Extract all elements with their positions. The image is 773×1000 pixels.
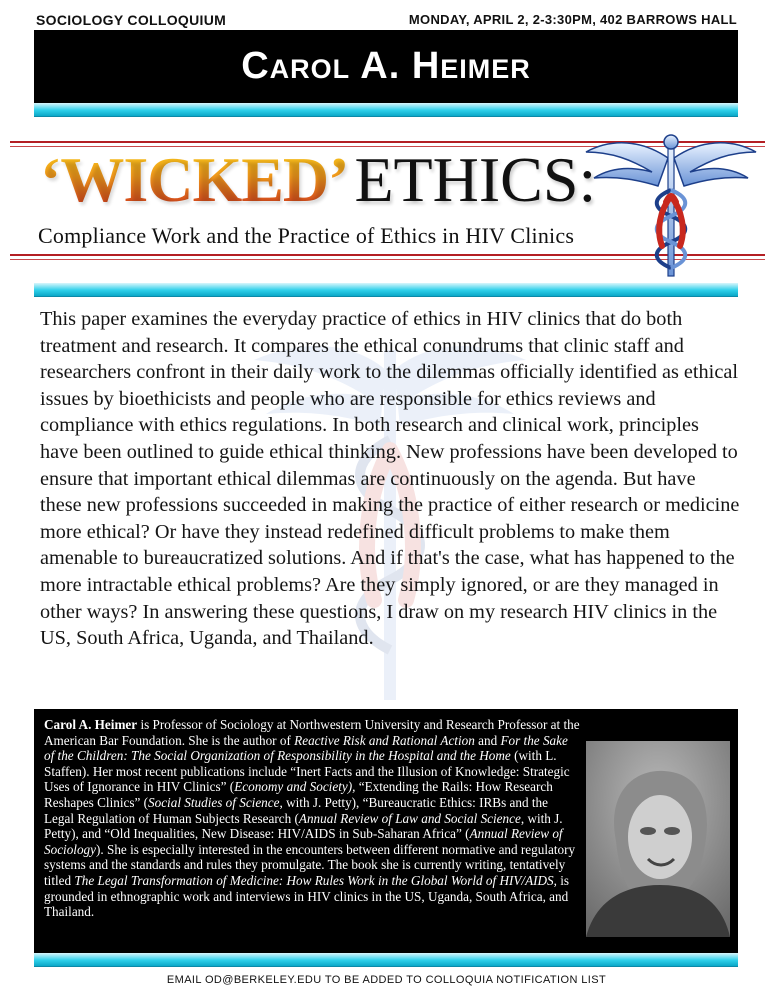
cyan-divider-middle [34,283,738,297]
cyan-divider-bottom [34,953,738,967]
bio-book-3: The Legal Transformation of Medicine: How Rules Work in the Global World of HIV/AIDS [74,872,554,888]
bio-text-2: and [474,732,501,748]
bio-text [44,717,728,920]
footer-notice: EMAIL OD@BERKELEY.EDU TO BE ADDED TO COLLOQUIA NOTIFICATION LIST [166,974,607,986]
bio-text-1: is Professor of Sociology at Northwestern University and Research Professor at the American Bar Foundation. She is the author of [44,717,580,748]
bio-text-7: ). She is especially interested in the encounters between different normative and regulatory systems and the standards and rules they promulgate. The book she is currently writing, tentatively titled [44,841,576,888]
bio-book-2: For the Sake of the Children: The Social Organization of Responsibility in the Hospital and the Home [44,732,568,764]
bio-journal-3: Annual Review of Law and Social Science [298,810,521,826]
bio-text-3: (with L. Staffen). Her most recent publications include “Inert Facts and the Illusion of Knowledge: Strategic Uses of Ignorance in HIV Clinics” ( [44,748,570,795]
bio-name: Carol A. Heimer [44,717,138,732]
speaker-banner [34,30,738,103]
bio-text-4: “Extending the Rails: How Research Reshapes Clinics” ( [44,779,553,810]
bio-journal-4: Annual Review of Sociology [44,826,563,857]
abstract-text: This paper examines the everyday practice of ethics in HIV clinics that do both treatment and research. It compares the ethical conundrums that clinic staff and researchers confront in their daily work to the dilemmas officially identified as ethical issues by bioethicists and people who are responsible for ethics reviews and compliance with ethics regulations. In both research and clinical work, principles have been outlined to guide ethical thinking. New professions have been developed to ensure that important ethical dilemmas are continuously on the agenda. But have these new professions succeeded in making the practice of either research or medicine more ethical? Or have they instead redefined difficult problems to make them amenable to bureaucratized solutions. And if that's the case, what has happened to the more intractable ethical problems? Are they simply ignored, or are they managed in other ways? In answering these questions, I draw on my research HIV clinics in the US, South Africa, Uganda, and Thailand. [40,308,740,650]
bio-text-8: , is grounded in ethnographic work and interviews in HIV clinics in the US, Uganda, South Africa, and Thailand. [44,872,570,920]
talk-subtitle: Compliance Work and the Practice of Ethics in HIV Clinics [38,223,575,248]
title-ethics: ETHICS: [354,144,597,215]
bio-text-6: , with J. Petty), and “Old Inequalities, New Disease: HIV/AIDS in Sub-Saharan Africa” ( [44,810,563,842]
series-label: SOCIOLOGY COLLOQUIUM [36,12,227,28]
bio-journal-1: Economy and Society), [234,779,356,795]
event-datetime: MONDAY, APRIL 2, 2-3:30PM, 402 BARROWS HALL [408,12,737,27]
caduceus-ribbon-icon [582,130,760,280]
bio-text-5: , with J. Petty), “Bureaucratic Ethics: IRBs and the Legal Regulation of Human Subjects Research ( [44,794,548,826]
title-wicked: ‘WICKED’ [40,144,349,215]
speaker-name: Carol A. Heimer [241,45,531,87]
cyan-divider-top [34,103,738,117]
top-info-line [36,12,737,30]
talk-title [40,143,596,223]
bio-book-1: Reactive Risk and Rational Action [294,732,475,748]
speaker-bio-box [34,709,738,953]
bio-journal-2: Social Studies of Science [148,794,280,810]
speaker-photo [586,741,730,937]
